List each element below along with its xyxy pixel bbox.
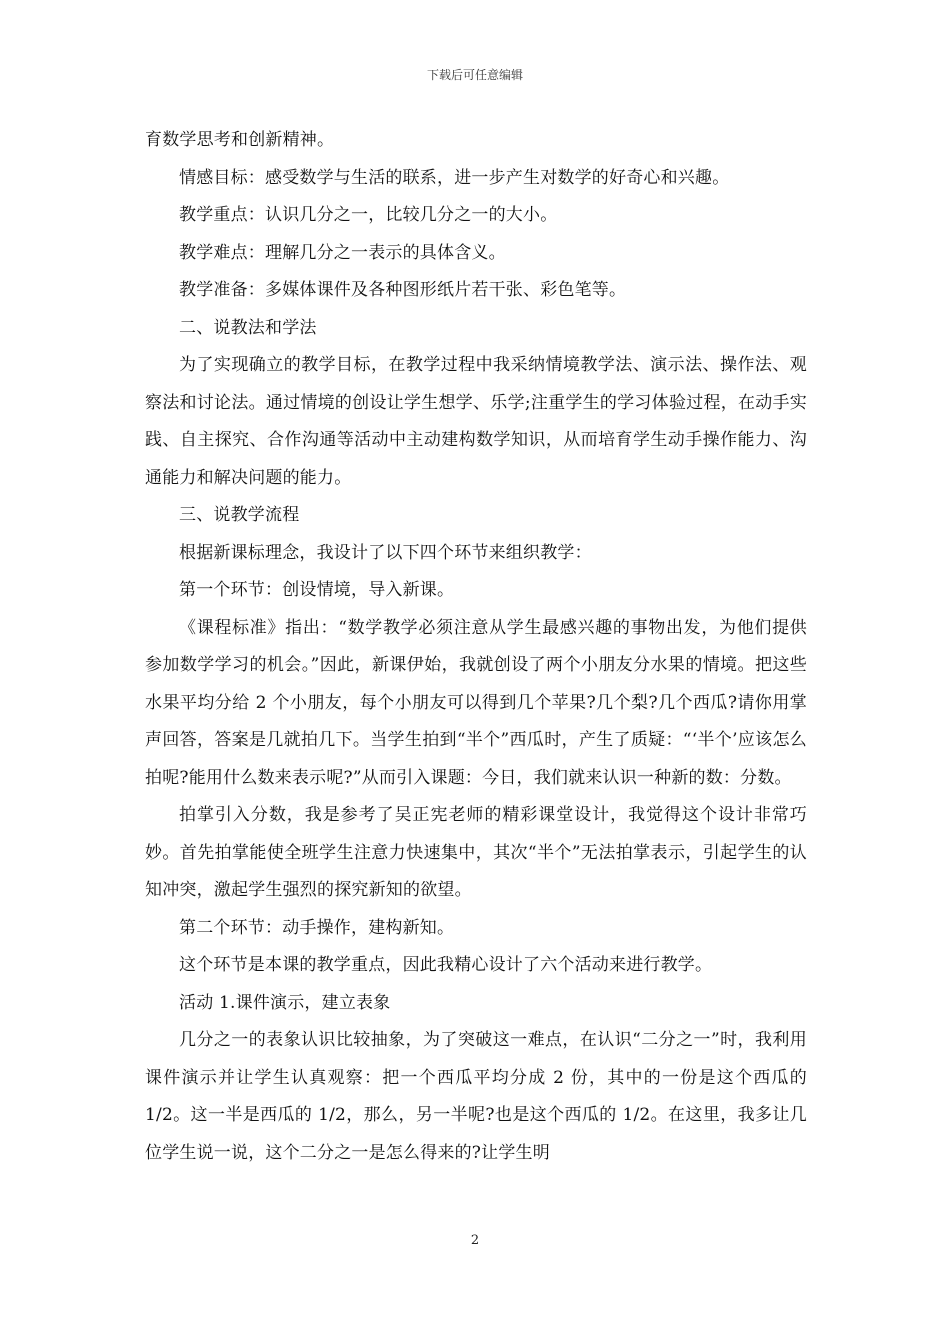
section-heading: 二、说教法和学法 [179,317,317,338]
paragraph: 情感目标：感受数学与生活的联系，进一步产生对数学的好奇心和兴趣。 [179,167,730,188]
paragraph: 为了实现确立的教学目标，在教学过程中我采纳情境教学法、演示法、操作法、观察法和讨论法。通过情境的创设让学生想学、乐学;注重学生的学习体验过程，在动手实践、自主探究、合作沟通等活动中主动建构数学知识，从而培育学生动手操作能力、沟通能力和解决问题的能力。 [145,355,807,488]
section-heading: 三、说教学流程 [179,505,300,525]
page-header: 下载后可任意编辑 [426,68,523,82]
paragraph: 根据新课标理念，我设计了以下四个环节来组织教学： [179,542,592,563]
page-number: 2 [470,1233,480,1248]
paragraph: 几分之一的表象认识比较抽象，为了突破这一难点，在认识“二分之一”时，我利用课件演示并让学生认真观察：把一个西瓜平均分成 2 份，其中的一份是这个西瓜的 1/2。这一半是西瓜的 1/2，那么，另一半呢?也是这个西瓜的 1/2。在这里，我多让几位学生说一说，这个二分之一是怎么得来的?让学生明 [145,1030,807,1163]
paragraph: 第二个环节：动手操作，建构新知。 [179,917,455,938]
paragraph: 拍掌引入分数，我是参考了吴正宪老师的精彩课堂设计，我觉得这个设计非常巧妙。首先拍掌能使全班学生注意力快速集中，其次“半个”无法拍掌表示，引起学生的认知冲突，激起学生强烈的探究新知的欲望。 [145,805,807,900]
paragraph: 活动 1.课件演示，建立表象 [179,992,391,1013]
paragraph: 教学难点：理解几分之一表示的具体含义。 [179,242,506,263]
paragraph: 教学准备：多媒体课件及各种图形纸片若干张、彩色笔等。 [179,280,627,300]
paragraph: 这个环节是本课的教学重点，因此我精心设计了六个活动来进行教学。 [179,955,713,975]
paragraph: 教学重点：认识几分之一，比较几分之一的大小。 [179,205,558,225]
paragraph: 育数学思考和创新精神。 [145,130,335,150]
document-body [145,122,807,1172]
paragraph: 《课程标准》指出：“数学教学必须注意从学生最感兴趣的事物出发，为他们提供参加数学学习的机会。”因此，新课伊始，我就创设了两个小朋友分水果的情境。把这些水果平均分给 2 个小朋友，每个小朋友可以得到几个苹果?几个梨?几个西瓜?请你用掌声回答，答案是几就拍几下。当学生拍到“半个”西瓜时，产生了质疑：“‘半个’应该怎么拍呢?能用什么数来表示呢?”从而引入课题：今日，我们就来认识一种新的数：分数。 [145,617,807,788]
paragraph: 第一个环节：创设情境，导入新课。 [179,580,455,600]
